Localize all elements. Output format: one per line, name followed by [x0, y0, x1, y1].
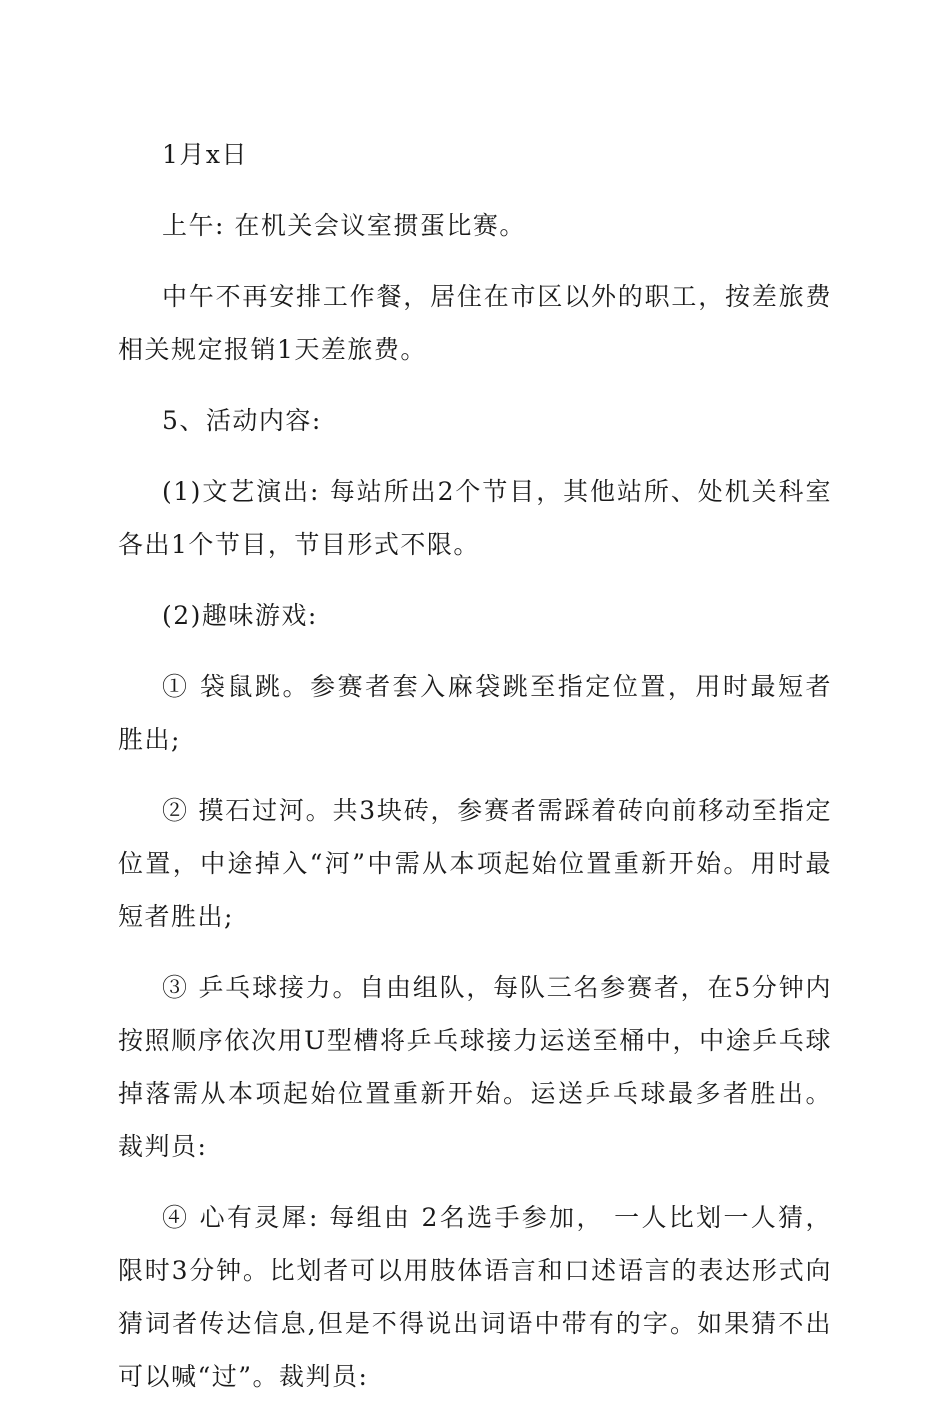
paragraph-date: 1月x日 [162, 140, 249, 169]
paragraph-noon: 中午不再安排工作餐，居住在市区以外的职工，按差旅费相关规定报销1天差旅费。 [118, 282, 832, 364]
paragraph-performance: (1)文艺演出: 每站所出2个节目，其他站所、处机关科室各出1个节目，节目形式不限。 [118, 477, 832, 559]
paragraph-game-2: ② 摸石过河。共3块砖，参赛者需踩着砖向前移动至指定位置，中途掉入“河”中需从本项起始位置重新开始。用时最短者胜出; [118, 796, 832, 931]
paragraph-section-heading: 5、活动内容: [162, 406, 322, 435]
paragraph-games-heading: (2)趣味游戏: [162, 601, 318, 630]
paragraph-game-4: ④ 心有灵犀: 每组由 2名选手参加， 一人比划一人猜，限时3分钟。比划者可以用肢体语言和口述语言的表达形式向猜词者传达信息,但是不得说出词语中带有的字。如果猜不出可以喊“过”。裁判员: [118, 1203, 832, 1391]
paragraph-game-1: ① 袋鼠跳。参赛者套入麻袋跳至指定位置，用时最短者胜出; [118, 672, 832, 754]
document-body [118, 128, 832, 1421]
paragraph-morning: 上午: 在机关会议室掼蛋比赛。 [162, 211, 526, 240]
paragraph-game-3: ③ 乒乓球接力。自由组队，每队三名参赛者，在5分钟内按照顺序依次用U型槽将乒乓球接力运送至桶中，中途乒乓球掉落需从本项起始位置重新开始。运送乒乓球最多者胜出。裁判员: [118, 973, 832, 1161]
